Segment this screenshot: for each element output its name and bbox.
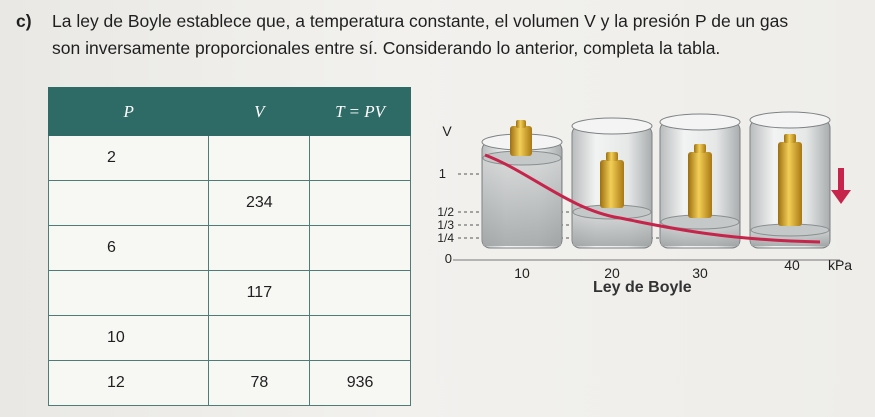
brass-weight-icon: [600, 152, 624, 208]
y-tick-half: 1/2: [437, 205, 454, 219]
cell-p[interactable]: 6: [49, 226, 209, 271]
y-axis-label: V: [442, 123, 452, 139]
x-tick-20: 20: [604, 265, 620, 281]
cell-v[interactable]: 78: [209, 361, 310, 406]
table-row: [49, 316, 411, 361]
cell-p[interactable]: [49, 271, 209, 316]
table-row: [49, 226, 411, 271]
header-t: T = PV: [310, 88, 411, 136]
table-row: [49, 181, 411, 226]
cell-v[interactable]: 117: [209, 271, 310, 316]
x-unit: kPa: [827, 257, 853, 273]
table-header-row: [49, 88, 411, 136]
y-tick-third: 1/3: [437, 218, 454, 232]
brass-weight-icon: [688, 144, 712, 218]
y-tick-1: 1: [438, 166, 446, 181]
brass-weight-icon: [510, 120, 532, 156]
cell-p[interactable]: 12: [49, 361, 209, 406]
cell-p[interactable]: 10: [49, 316, 209, 361]
cell-t[interactable]: 936: [310, 361, 411, 406]
exercise-letter: c): [16, 11, 32, 31]
statement-line-1: La ley de Boyle establece que, a temperatura constante, el volumen V y la presión P de un gas: [52, 11, 789, 31]
y-tick-quarter: 1/4: [437, 231, 454, 245]
table-row: [49, 271, 411, 316]
figure-caption: Ley de Boyle: [593, 279, 692, 296]
header-v: V: [209, 88, 310, 136]
cell-v[interactable]: [209, 316, 310, 361]
cell-t[interactable]: [310, 136, 411, 181]
brass-weight-icon: [778, 134, 802, 226]
down-arrow-icon: [831, 168, 851, 204]
cell-v[interactable]: 234: [209, 181, 310, 226]
cell-t[interactable]: [310, 271, 411, 316]
cell-v[interactable]: [209, 136, 310, 181]
y-tick-0: 0: [444, 251, 452, 266]
cell-v[interactable]: [209, 226, 310, 271]
cell-p[interactable]: 2: [49, 136, 209, 181]
table-row: [49, 136, 411, 181]
x-tick-30: 30: [692, 265, 708, 281]
cell-t[interactable]: [310, 226, 411, 271]
boyle-table: [48, 87, 411, 406]
exercise-statement: [16, 8, 860, 62]
x-tick-10: 10: [514, 265, 530, 281]
statement-line-2: son inversamente proporcionales entre sí. Considerando lo anterior, completa la tabla.: [52, 38, 721, 58]
header-p: P: [49, 88, 209, 136]
cell-p[interactable]: [49, 181, 209, 226]
x-tick-40: 40: [784, 257, 800, 273]
cell-t[interactable]: [310, 316, 411, 361]
table-row: [49, 361, 411, 406]
cell-t[interactable]: [310, 181, 411, 226]
